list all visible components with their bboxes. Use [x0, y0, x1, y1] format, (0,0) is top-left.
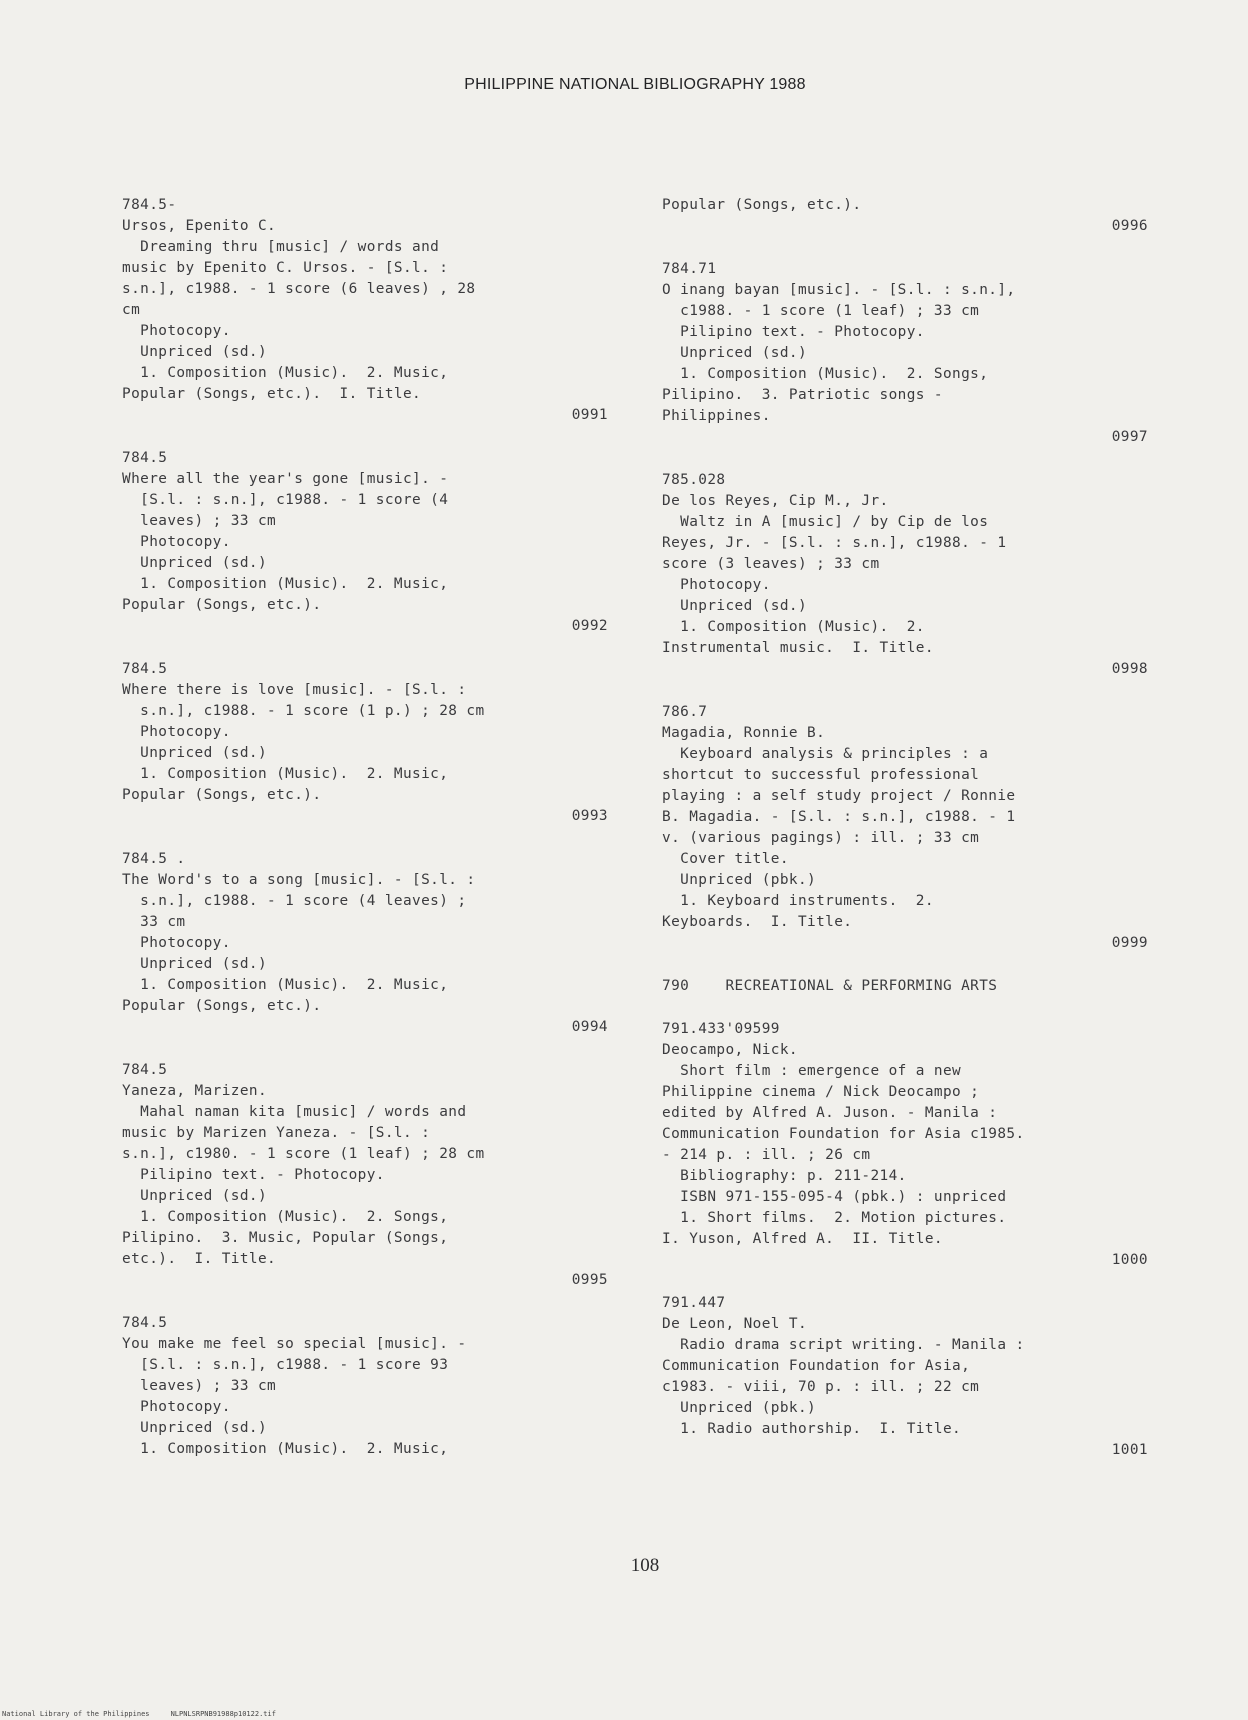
bibliographic-entry	[122, 195, 612, 426]
entry-line: Communication Foundation for Asia c1985.	[662, 1126, 1025, 1142]
entry-line: Popular (Songs, etc.).	[122, 597, 322, 613]
entry-line: Bibliography: p. 211-214.	[662, 1168, 907, 1184]
entry-line: Unpriced (sd.)	[662, 345, 808, 361]
bibliographic-entry	[662, 1019, 1152, 1271]
entry-line: Unpriced (sd.)	[122, 956, 268, 972]
entry-line: ISBN 971-155-095-4 (pbk.) : unpriced	[662, 1189, 1007, 1205]
entry-line: 784.5	[122, 1062, 168, 1078]
entry-line: 1. Composition (Music). 2. Music,	[122, 1441, 449, 1457]
entry-line: Communication Foundation for Asia,	[662, 1358, 971, 1374]
entry-line: Unpriced (pbk.)	[662, 872, 817, 888]
entry-line: Pilipino. 3. Music, Popular (Songs,	[122, 1230, 449, 1246]
entry-line: Photocopy.	[122, 935, 231, 951]
entry-line: 1. Keyboard instruments. 2.	[662, 893, 934, 909]
entry-line: Ursos, Epenito C.	[122, 218, 277, 234]
entry-line: Photocopy.	[122, 1399, 231, 1415]
entry-line: Reyes, Jr. - [S.l. : s.n.], c1988. - 1	[662, 535, 1007, 551]
entry-line: Photocopy.	[122, 534, 231, 550]
entry-line: leaves) ; 33 cm	[122, 1378, 277, 1394]
entry-line: Photocopy.	[122, 724, 231, 740]
entry-line: 784.5 .	[122, 851, 186, 867]
entry-line: s.n.], c1980. - 1 score (1 leaf) ; 28 cm	[122, 1146, 485, 1162]
entry-line: Pilipino text. - Photocopy.	[662, 324, 934, 340]
entry-line: Popular (Songs, etc.).	[122, 787, 322, 803]
entry-number: 0996	[1111, 218, 1148, 234]
entry-line: Pilipino. 3. Patriotic songs -	[662, 387, 943, 403]
bibliographic-entry	[122, 1060, 612, 1291]
entry-line: Photocopy.	[662, 577, 771, 593]
entry-line: c1983. - viii, 70 p. : ill. ; 22 cm	[662, 1379, 980, 1395]
entry-line: 784.5	[122, 661, 168, 677]
entry-line: 1. Composition (Music). 2. Music,	[122, 977, 449, 993]
entry-line: Yaneza, Marizen.	[122, 1083, 268, 1099]
page-number: 108	[630, 1555, 660, 1576]
entry-line: s.n.], c1988. - 1 score (6 leaves) , 28	[122, 281, 476, 297]
entry-line: [S.l. : s.n.], c1988. - 1 score 93	[122, 1357, 449, 1373]
entry-line: Radio drama script writing. - Manila :	[662, 1337, 1025, 1353]
bibliographic-entry	[662, 470, 1152, 680]
entry-line: Photocopy.	[122, 323, 231, 339]
entry-line: Mahal naman kita [music] / words and	[122, 1104, 467, 1120]
entry-line: 784.71	[662, 261, 717, 277]
entry-line: Where there is love [music]. - [S.l. :	[122, 682, 467, 698]
entry-line: etc.). I. Title.	[122, 1251, 277, 1267]
bibliographic-entry	[122, 448, 612, 637]
entry-line: I. Yuson, Alfred A. II. Title.	[662, 1231, 943, 1247]
entry-number: 0993	[571, 808, 608, 824]
bibliographic-entry	[662, 259, 1152, 448]
entry-line: Philippines.	[662, 408, 771, 424]
entry-line: 1. Composition (Music). 2. Music,	[122, 766, 449, 782]
entry-line: Unpriced (sd.)	[122, 745, 268, 761]
entry-line: Deocampo, Nick.	[662, 1042, 798, 1058]
page-header: PHILIPPINE NATIONAL BIBLIOGRAPHY 1988	[464, 76, 806, 93]
entry-line: 784.5-	[122, 197, 177, 213]
entry-line: 1. Composition (Music). 2. Music,	[122, 576, 449, 592]
entry-line: music by Marizen Yaneza. - [S.l. :	[122, 1125, 431, 1141]
entry-line: shortcut to successful professional	[662, 767, 980, 783]
entry-line: Keyboard analysis & principles : a	[662, 746, 989, 762]
entry-line: s.n.], c1988. - 1 score (4 leaves) ;	[122, 893, 467, 909]
entry-line: The Word's to a song [music]. - [S.l. :	[122, 872, 476, 888]
entry-line: Philippine cinema / Nick Deocampo ;	[662, 1084, 980, 1100]
entry-line: score (3 leaves) ; 33 cm	[662, 556, 880, 572]
left-column	[122, 195, 612, 1482]
entry-line: - 214 p. : ill. ; 26 cm	[662, 1147, 871, 1163]
bibliographic-entry	[122, 659, 612, 827]
entry-line: O inang bayan [music]. - [S.l. : s.n.],	[662, 282, 1016, 298]
entry-line: edited by Alfred A. Juson. - Manila :	[662, 1105, 998, 1121]
entry-line: Unpriced (sd.)	[122, 555, 268, 571]
entry-line: cm	[122, 302, 141, 318]
entry-line: 791.447	[662, 1295, 726, 1311]
entry-line: 791.433'09599	[662, 1021, 780, 1037]
entry-number: 0998	[1111, 661, 1148, 677]
entry-line: Pilipino text. - Photocopy.	[122, 1167, 385, 1183]
entry-number: 0991	[571, 407, 608, 423]
entry-line: Unpriced (sd.)	[662, 598, 808, 614]
entry-line: Cover title.	[662, 851, 789, 867]
entry-line: 784.5	[122, 1315, 168, 1331]
entry-line: You make me feel so special [music]. -	[122, 1336, 467, 1352]
entry-line: 785.028	[662, 472, 726, 488]
entry-line: 786.7	[662, 704, 708, 720]
entry-line: Keyboards. I. Title.	[662, 914, 853, 930]
entry-line: 1. Composition (Music). 2. Songs,	[662, 366, 989, 382]
bibliographic-entry	[662, 195, 1152, 237]
right-column	[662, 195, 1152, 1483]
entry-line: c1988. - 1 score (1 leaf) ; 33 cm	[662, 303, 980, 319]
entry-number: 0995	[571, 1272, 608, 1288]
entry-line: Popular (Songs, etc.). I. Title.	[122, 386, 422, 402]
entry-line: 1. Short films. 2. Motion pictures.	[662, 1210, 1007, 1226]
entry-line: s.n.], c1988. - 1 score (1 p.) ; 28 cm	[122, 703, 485, 719]
bibliographic-entry	[662, 1293, 1152, 1461]
entry-line: playing : a self study project / Ronnie	[662, 788, 1016, 804]
entry-line: 33 cm	[122, 914, 186, 930]
entry-line: leaves) ; 33 cm	[122, 513, 277, 529]
entry-line: Unpriced (sd.)	[122, 1188, 268, 1204]
entry-number: 1000	[1111, 1252, 1148, 1268]
entry-number: 0997	[1111, 429, 1148, 445]
entry-line: Waltz in A [music] / by Cip de los	[662, 514, 989, 530]
entry-line: De los Reyes, Cip M., Jr.	[662, 493, 889, 509]
entry-line: Unpriced (pbk.)	[662, 1400, 817, 1416]
entry-line: 1. Composition (Music). 2. Music,	[122, 365, 449, 381]
bibliographic-entry	[122, 1313, 612, 1460]
entry-line: Popular (Songs, etc.).	[122, 998, 322, 1014]
entry-line: Short film : emergence of a new	[662, 1063, 962, 1079]
section-heading: 790 RECREATIONAL & PERFORMING ARTS	[662, 978, 998, 994]
entry-line: B. Magadia. - [S.l. : s.n.], c1988. - 1	[662, 809, 1016, 825]
entry-line: 784.5	[122, 450, 168, 466]
entry-line: Popular (Songs, etc.).	[662, 197, 862, 213]
entry-line: Unpriced (sd.)	[122, 1420, 268, 1436]
entry-number: 0992	[571, 618, 608, 634]
entry-number: 0999	[1111, 935, 1148, 951]
entry-line: Dreaming thru [music] / words and	[122, 239, 440, 255]
entry-line: Magadia, Ronnie B.	[662, 725, 826, 741]
entry-line: De Leon, Noel T.	[662, 1316, 808, 1332]
scan-footer: National Library of the Philippines NLPNLSRPNB91988p10122.tif	[2, 1710, 276, 1718]
entry-line: music by Epenito C. Ursos. - [S.l. :	[122, 260, 449, 276]
bibliographic-entry	[662, 702, 1152, 954]
entry-line: 1. Composition (Music). 2.	[662, 619, 925, 635]
entry-line: v. (various pagings) : ill. ; 33 cm	[662, 830, 980, 846]
bibliographic-entry	[122, 849, 612, 1038]
entry-line: Instrumental music. I. Title.	[662, 640, 934, 656]
entry-line: 1. Composition (Music). 2. Songs,	[122, 1209, 449, 1225]
entry-line: Where all the year's gone [music]. -	[122, 471, 449, 487]
entry-number: 0994	[571, 1019, 608, 1035]
entry-line: [S.l. : s.n.], c1988. - 1 score (4	[122, 492, 449, 508]
entry-line: Unpriced (sd.)	[122, 344, 268, 360]
entry-line: 1. Radio authorship. I. Title.	[662, 1421, 962, 1437]
entry-number: 1001	[1111, 1442, 1148, 1458]
